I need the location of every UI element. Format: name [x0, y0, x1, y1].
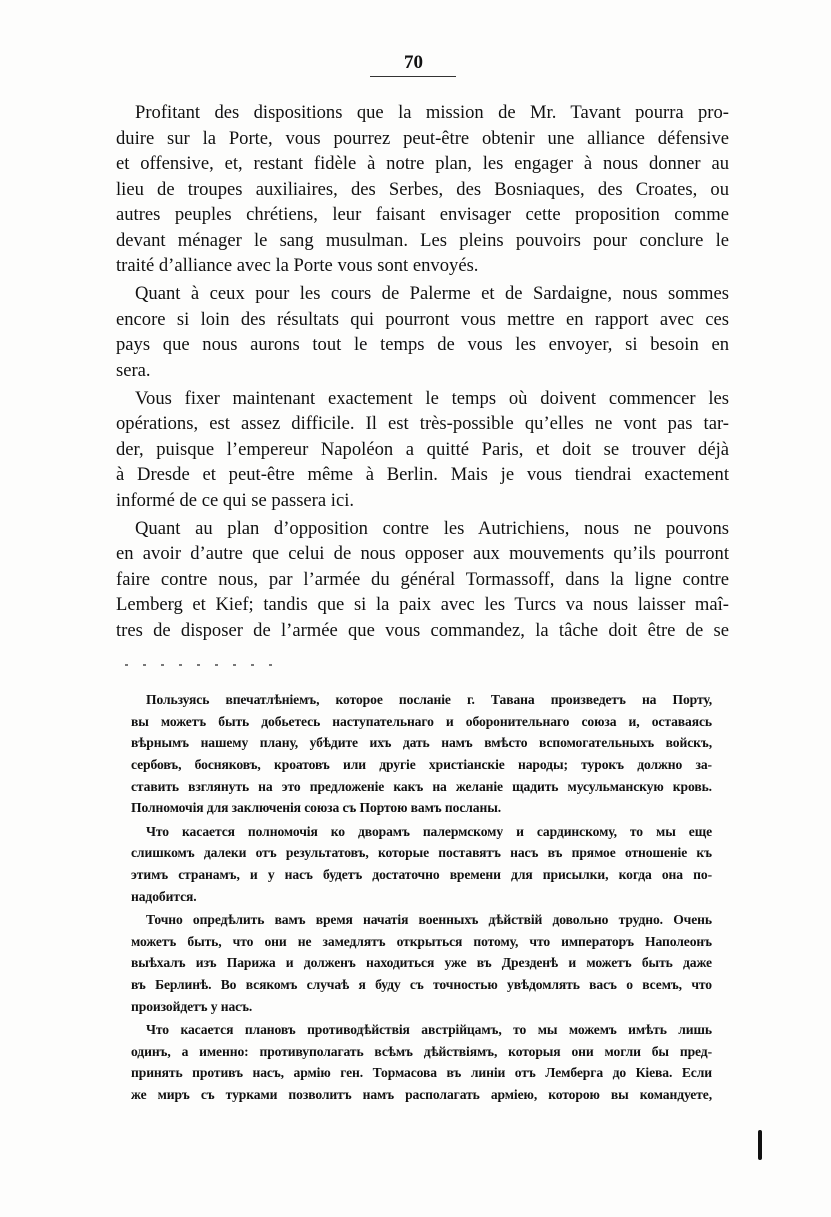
text-line: lieu de troupes auxiliaires, des Serbes, des Bosniaques, des Croates, ou	[116, 178, 729, 200]
text-line: Vous fixer maintenant exactement le temps où doivent commencer les	[135, 387, 729, 409]
text-line: traité d’alliance avec la Porte vous sont envoyés.	[116, 255, 479, 276]
text-line: произойдетъ у насъ.	[131, 998, 253, 1014]
text-line: Lemberg et Kief; tandis que si la paix avec les Turcs va nous laisser maî-	[116, 594, 729, 615]
text-line: вы можетъ быть добьетесь наступательнаго и оборонительнаго союза и, оставаясь	[131, 713, 712, 729]
text-line: одинъ, а именно: противуполагать всѣмъ дѣйствіямъ, которыя они могли бы пред-	[131, 1043, 712, 1059]
margin-mark	[758, 1130, 762, 1160]
paragraph	[131, 821, 712, 908]
french-text-block	[116, 100, 729, 643]
text-line: Что касается плановъ противодѣйствія австрійцамъ, то мы можемъ имѣть лишь	[146, 1021, 712, 1037]
text-line: въ Берлинѣ. Во всякомъ случаѣ я буду съ точностью увѣдомлять васъ о всемъ, что	[131, 976, 712, 992]
text-line: выѣхалъ изъ Парижа и долженъ находиться уже въ Дрезденѣ и можетъ быть даже	[131, 955, 712, 971]
text-line: Quant au plan d’opposition contre les Autrichiens, nous ne pouvons	[135, 517, 729, 539]
paragraph	[116, 281, 729, 383]
text-line: надобится.	[131, 888, 197, 904]
text-line: Profitant des dispositions que la mission de Mr. Tavant pourra pro-	[135, 102, 729, 123]
text-line: Пользуясь впечатлѣніемъ, которое посланіе г. Тавана произведетъ на Порту,	[146, 692, 712, 707]
text-line: sera.	[116, 359, 151, 381]
text-line: encore si loin des résultats qui pourront vous mettre en rapport avec ces	[116, 308, 729, 330]
text-line: autres peuples chrétiens, leur faisant envisager cette proposition comme	[116, 204, 729, 225]
paragraph	[131, 909, 712, 1017]
page-number-text: 70	[404, 52, 423, 73]
text-line: вѣрнымъ нашему плану, убѣдите ихъ дать намъ вмѣсто вспомогательныхъ войскъ,	[131, 735, 712, 751]
text-line: этимъ странамъ, и у насъ будетъ достаточно времени для присылки, когда она по-	[131, 867, 712, 882]
text-line: duire sur la Porte, vous pourrez peut-être obtenir une alliance défensive	[116, 127, 729, 149]
paragraph	[116, 516, 729, 644]
text-line: Точно опредѣлить вамъ время начатія военныхъ дѣйствій довольно трудно. Очень	[146, 911, 712, 927]
paragraph	[131, 689, 712, 819]
paragraph	[116, 386, 729, 514]
text-line: faire contre nous, par l’armée du général Tormassoff, dans la ligne contre	[116, 568, 729, 590]
text-line: Quant à ceux pour les cours de Palerme et de Sardaigne, nous sommes	[135, 283, 729, 304]
text-line: pays que nous aurons tout le temps de vous les envoyer, si besoin en	[116, 334, 729, 355]
text-line: devant ménager le sang musulman. Les pleins pouvoirs pour conclure le	[116, 229, 729, 251]
text-line: сербовъ, босняковъ, кроатовъ или другіе христіанскіе народы; турокъ должно за-	[131, 757, 712, 773]
text-line: et offensive, et, restant fidèle à notre plan, les engager à nous donner au	[116, 153, 729, 174]
text-line: принять противъ насъ, армію ген. Тормасова въ линіи отъ Лемберга до Кіева. Если	[131, 1065, 712, 1081]
text-line: ставить взглянуть на это предложеніе какъ на желаніе щадить мусульманскую кровь.	[131, 778, 712, 794]
paragraph	[131, 1019, 712, 1106]
text-line: en avoir d’autre que celui de nous opposer aux mouvements qu’ils pourront	[116, 543, 729, 564]
text-line: можетъ быть, что они не замедлятъ открыться потому, что императоръ Наполеонъ	[131, 933, 712, 949]
text-line: Что касается полномочія ко дворамъ палермскому и сардинскому, то мы еще	[146, 823, 712, 839]
paragraph	[116, 100, 729, 279]
text-line: der, puisque l’empereur Napoléon a quitté Paris, et doit se trouver déjà	[116, 438, 729, 460]
scan-artifact	[125, 664, 275, 666]
text-line: же миръ съ турками позволитъ намъ располагать арміею, которою вы командуете,	[131, 1086, 712, 1102]
text-line: Полномочія для заключенія союза съ Портою вамъ посланы.	[131, 800, 502, 816]
text-line: слишкомъ далеки отъ результатовъ, которые поставятъ насъ въ прямое отношеніе къ	[131, 845, 712, 861]
text-line: tres de disposer de l’armée que vous commandez, la tâche doit être de se	[116, 619, 729, 641]
page-number-rule	[370, 76, 456, 77]
text-line: informé de ce qui se passera ici.	[116, 489, 355, 511]
text-line: opérations, est assez difficile. Il est très-possible qu’elles ne vont pas tar-	[116, 413, 729, 434]
page-number	[0, 52, 831, 74]
text-line: à Dresde et peut-être même à Berlin. Mais je vous tiendrai exactement	[116, 464, 729, 485]
russian-translation-block	[131, 689, 712, 1106]
